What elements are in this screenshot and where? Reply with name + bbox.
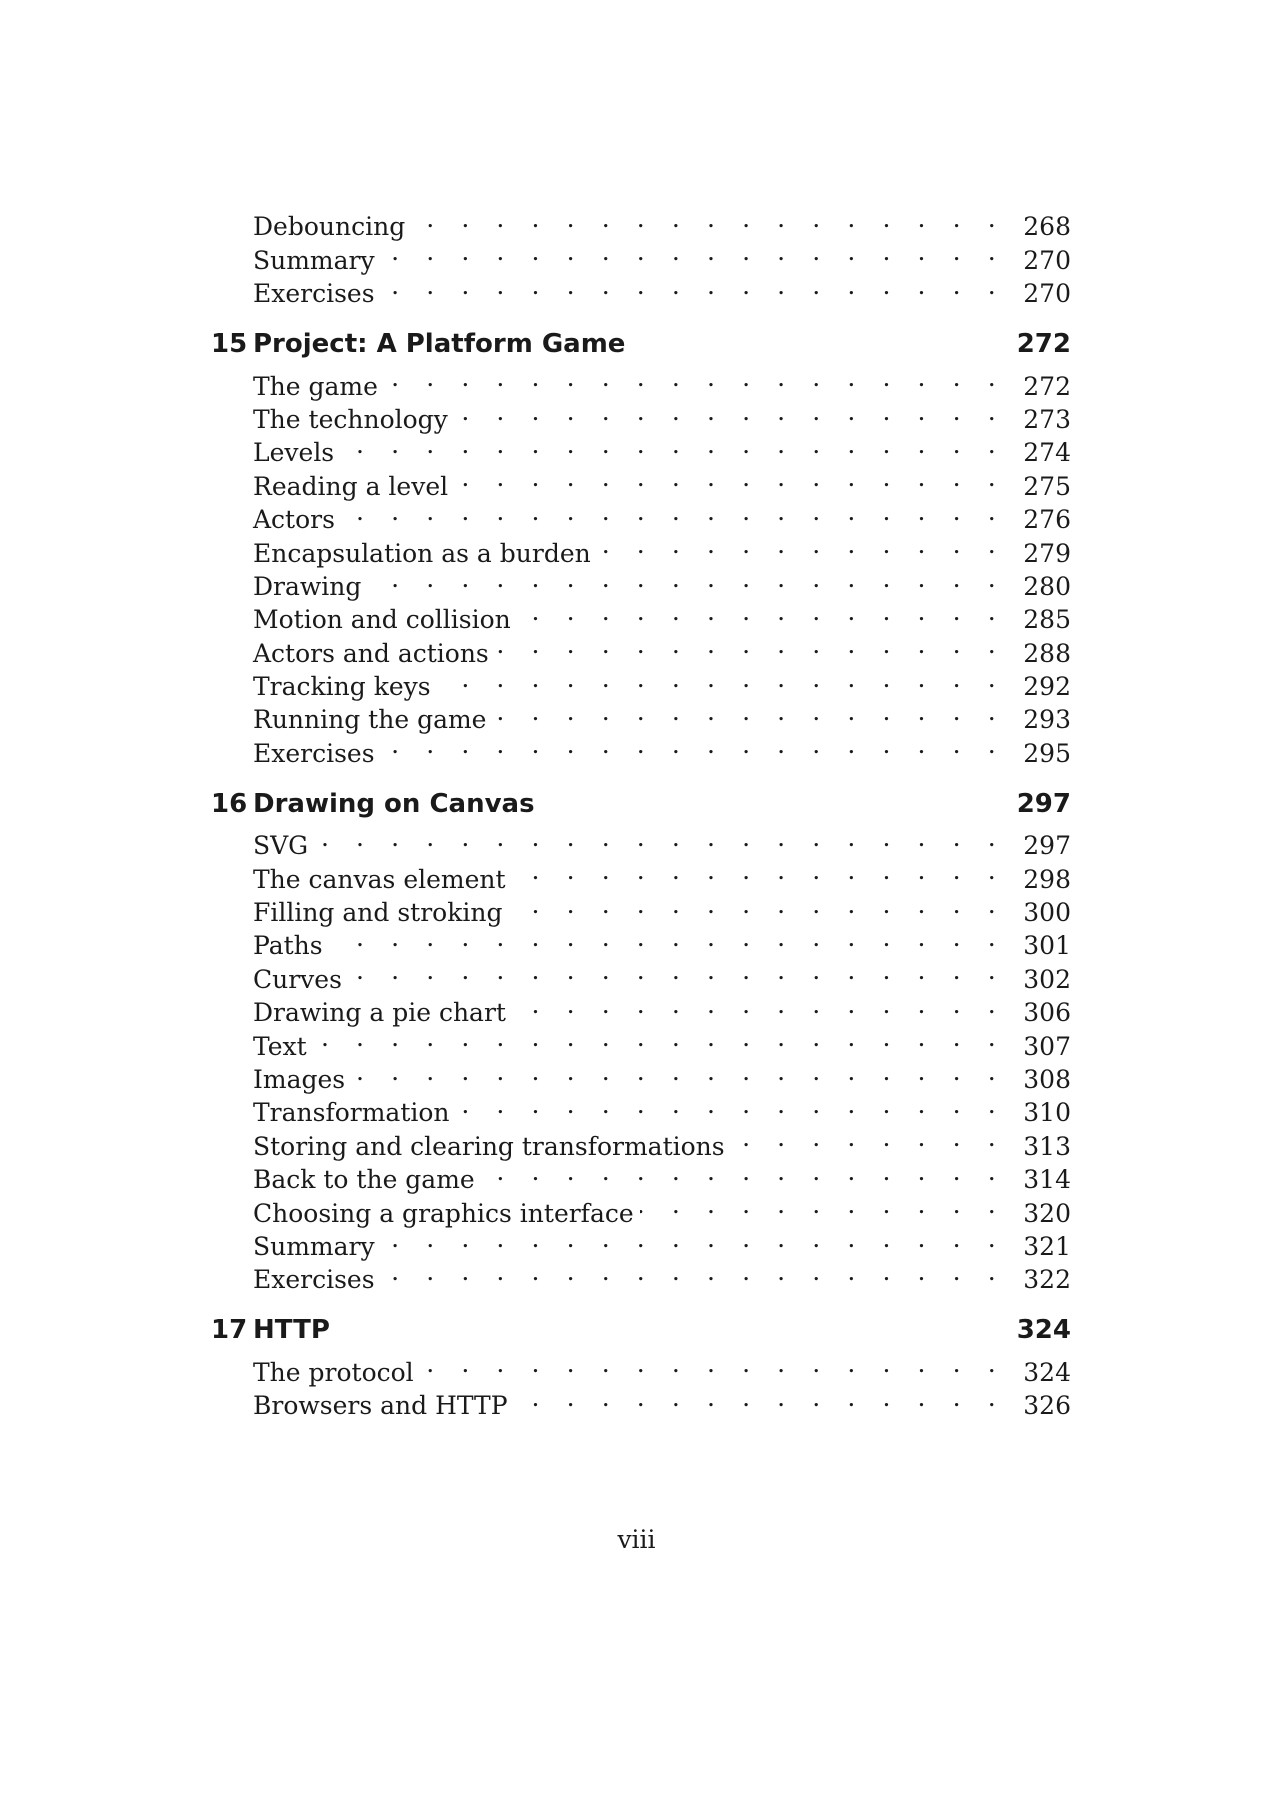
toc-entry-page: 285: [1023, 605, 1071, 635]
toc-entry-page: 308: [1023, 1064, 1071, 1094]
chapter-heading[interactable]: [211, 1313, 1071, 1347]
toc-entry-page: 292: [1023, 672, 1071, 702]
toc-entry-page: 321: [1023, 1231, 1071, 1261]
toc-entry[interactable]: [253, 1055, 1071, 1094]
toc-entry-title: Choosing a graphics interface: [253, 1198, 634, 1228]
chapter-page: 297: [1016, 788, 1071, 819]
toc-entry-page: 288: [1023, 638, 1071, 668]
dot-leader: [454, 461, 1005, 494]
toc-entry-page: 310: [1023, 1098, 1071, 1128]
chapter-number: 17: [211, 1315, 248, 1346]
dot-leader: [351, 1055, 1005, 1088]
page-number: viii: [617, 1525, 656, 1554]
toc-entry[interactable]: [253, 461, 1071, 501]
toc-entry[interactable]: [253, 1088, 1071, 1128]
dot-leader: [411, 202, 1005, 235]
chapter-title: Project: A Platform Game: [253, 329, 626, 360]
toc-entry[interactable]: [253, 428, 1071, 468]
dot-leader: [314, 821, 1005, 854]
dot-leader: [381, 728, 1006, 761]
dot-leader: [640, 1188, 1006, 1221]
toc-entry[interactable]: [253, 1347, 1071, 1387]
toc-entry[interactable]: [253, 495, 1071, 535]
dot-leader: [731, 1121, 1006, 1154]
toc-entry-title: Images: [253, 1064, 346, 1094]
chapter-number: 15: [211, 329, 248, 360]
toc-entry-title: The technology: [253, 404, 448, 434]
toc-entry-page: 274: [1023, 438, 1071, 468]
dot-leader: [313, 1021, 1006, 1054]
dot-leader: [517, 595, 1006, 628]
toc-entry-page: 307: [1023, 1031, 1071, 1061]
toc-entry-page: 298: [1023, 864, 1071, 894]
toc-entry-page: 276: [1023, 505, 1071, 535]
toc-entry-page: 272: [1023, 371, 1071, 401]
chapter-heading[interactable]: [211, 327, 1071, 361]
toc-entry-page: 270: [1023, 279, 1071, 309]
dot-leader: [384, 361, 1005, 394]
toc-entry[interactable]: [253, 595, 1071, 635]
dot-leader: [381, 235, 1006, 268]
dot-leader: [381, 1255, 1006, 1288]
dot-leader: [512, 988, 1005, 1021]
table-of-contents: [211, 202, 1071, 1421]
toc-entry-title: The canvas element: [253, 864, 506, 894]
toc-entry-title: Text: [253, 1031, 307, 1061]
toc-entry-title: Paths: [253, 931, 323, 961]
toc-entry-page: 326: [1023, 1391, 1071, 1421]
toc-entry[interactable]: [253, 954, 1071, 994]
toc-entry-page: 279: [1023, 538, 1071, 568]
toc-entry-page: 301: [1023, 931, 1071, 961]
toc-entry-title: Transformation: [253, 1098, 450, 1128]
toc-entry-page: 268: [1023, 212, 1071, 242]
toc-entry-page: 306: [1023, 998, 1071, 1028]
toc-entry-title: Running the game: [253, 705, 487, 735]
dot-leader: [340, 428, 1005, 461]
toc-entry-title: Summary: [253, 245, 375, 275]
toc-entry-page: 273: [1023, 404, 1071, 434]
dot-leader: [381, 269, 1006, 302]
chapter-title: HTTP: [253, 1315, 330, 1346]
toc-entry-title: Motion and collision: [253, 605, 511, 635]
toc-entry-page: 275: [1023, 471, 1071, 501]
toc-entry[interactable]: [253, 854, 1071, 894]
toc-entry-title: Storing and clearing transformations: [253, 1131, 725, 1161]
dot-leader: [456, 1088, 1006, 1121]
toc-entry-title: Browsers and HTTP: [253, 1391, 508, 1421]
toc-entry[interactable]: [253, 202, 1071, 242]
toc-entry[interactable]: [253, 528, 1071, 568]
toc-entry[interactable]: [253, 562, 1071, 601]
chapter-page: 272: [1016, 329, 1071, 360]
toc-entry[interactable]: [253, 921, 1071, 961]
dot-leader: [420, 1347, 1006, 1380]
toc-entry[interactable]: [253, 361, 1071, 401]
toc-entry-title: SVG: [253, 831, 309, 861]
dot-leader: [492, 695, 1005, 728]
toc-entry-title: Debouncing: [253, 212, 406, 242]
toc-entry-page: 300: [1023, 898, 1071, 928]
toc-entry-page: 270: [1023, 245, 1071, 275]
toc-entry-page: 324: [1023, 1357, 1071, 1387]
toc-entry-title: Back to the game: [253, 1165, 475, 1195]
toc-entry-title: Actors and actions: [253, 638, 489, 668]
chapter-page: 324: [1016, 1315, 1071, 1346]
toc-entry-page: 314: [1023, 1165, 1071, 1195]
toc-entry-title: Levels: [253, 438, 335, 468]
dot-leader: [597, 528, 1006, 561]
dot-leader: [508, 888, 1005, 921]
toc-entry[interactable]: [253, 1021, 1071, 1061]
toc-entry-page: 295: [1023, 738, 1071, 768]
toc-entry-title: Actors: [253, 505, 335, 535]
toc-entry-title: Exercises: [253, 738, 375, 768]
chapter-title: Drawing on Canvas: [253, 788, 535, 819]
dot-leader: [329, 921, 1006, 954]
dot-leader: [454, 395, 1005, 428]
toc-entry[interactable]: [253, 1255, 1071, 1295]
toc-entry[interactable]: [253, 269, 1071, 309]
toc-entry-title: Drawing: [253, 571, 362, 601]
dot-leader: [348, 954, 1005, 987]
toc-entry-title: Tracking keys: [253, 672, 431, 702]
toc-entry-title: Reading a level: [253, 471, 449, 501]
toc-entry-page: 280: [1023, 571, 1071, 601]
toc-entry-title: Encapsulation as a burden: [253, 538, 591, 568]
toc-entry[interactable]: [253, 821, 1071, 861]
dot-leader: [341, 495, 1005, 528]
toc-entry-title: The protocol: [253, 1357, 414, 1387]
toc-entry-title: Exercises: [253, 279, 375, 309]
dot-leader: [381, 1222, 1006, 1255]
toc-entry-title: Filling and stroking: [253, 898, 503, 928]
dot-leader: [481, 1155, 1006, 1188]
toc-entry-page: 302: [1023, 964, 1071, 994]
dot-leader: [512, 854, 1006, 887]
chapter-heading[interactable]: [211, 787, 1071, 821]
toc-entry-page: 313: [1023, 1131, 1071, 1161]
toc-entry-title: Exercises: [253, 1265, 375, 1295]
toc-entry-page: 322: [1023, 1265, 1071, 1295]
toc-entry-page: 293: [1023, 705, 1071, 735]
chapter-number: 16: [211, 788, 248, 819]
toc-entry-title: Drawing a pie chart: [253, 998, 506, 1028]
toc-entry-title: Curves: [253, 964, 342, 994]
toc-entry-page: 297: [1023, 831, 1071, 861]
dot-leader: [367, 562, 1005, 595]
dot-leader: [437, 662, 1006, 695]
toc-entry-page: 320: [1023, 1198, 1071, 1228]
toc-entry-title: Summary: [253, 1231, 375, 1261]
toc-entry-title: The game: [253, 371, 378, 401]
dot-leader: [495, 628, 1006, 661]
dot-leader: [514, 1381, 1006, 1414]
toc-entry[interactable]: [253, 988, 1071, 1028]
